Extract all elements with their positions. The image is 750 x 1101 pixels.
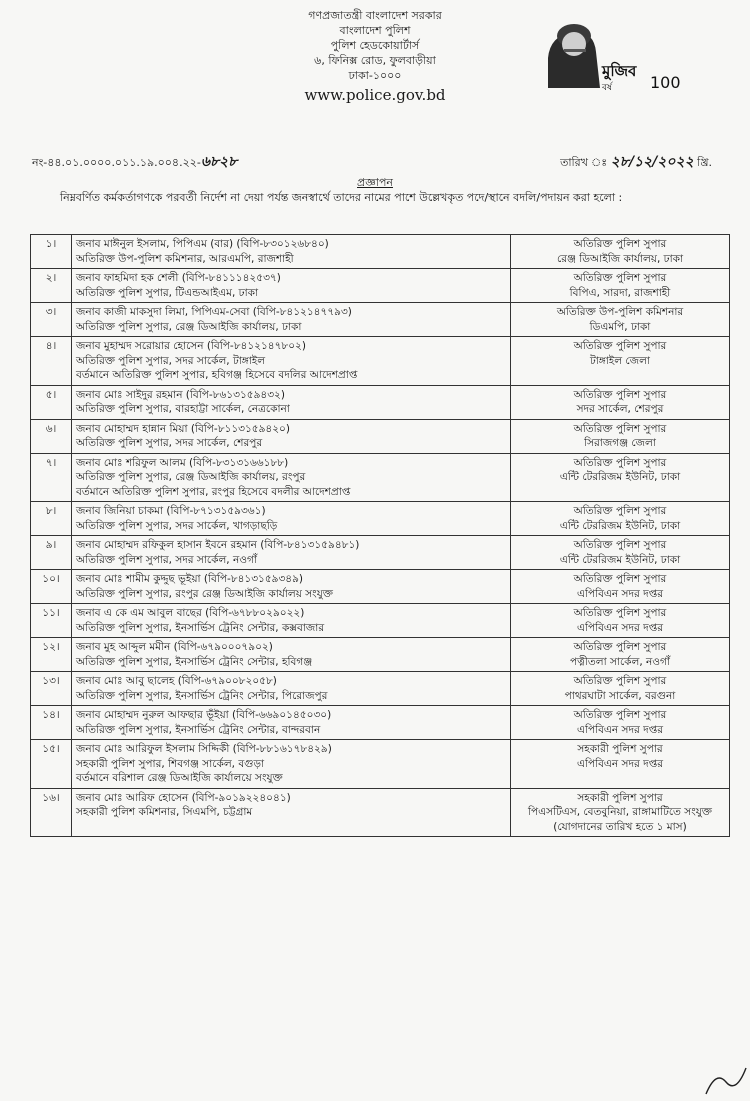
new-posting bbox=[511, 638, 730, 672]
officer-current-post: সহকারী পুলিশ কমিশনার, সিএমপি, চট্টগ্রাম bbox=[76, 806, 253, 818]
officer-details bbox=[72, 672, 511, 706]
signature-scribble bbox=[702, 1060, 750, 1100]
svg-text:100: 100 bbox=[650, 73, 681, 92]
date-value: ২৮/১২/২০২২ bbox=[610, 154, 694, 170]
serial-number: ১৫। bbox=[31, 740, 72, 789]
officer-name: জনাব মোহাম্মদ রফিকুল হাসান ইবনে রহমান (বিপি-৮৪১৩১৫৯৪৮১) bbox=[76, 539, 360, 551]
new-location: এন্টি টেররিজম ইউনিট, ঢাকা bbox=[559, 553, 681, 566]
officer-details bbox=[72, 453, 511, 502]
new-posting bbox=[511, 536, 730, 570]
officer-details bbox=[72, 419, 511, 453]
officer-details bbox=[72, 604, 511, 638]
date-suffix: খ্রি. bbox=[697, 156, 712, 169]
officer-current-post: অতিরিক্ত পুলিশ সুপার, রংপুর রেঞ্জ ডিআইজি কার্যালয় সংযুক্ত bbox=[76, 587, 333, 600]
officer-current-post: অতিরিক্ত পুলিশ সুপার, ইনসার্ভিস ট্রেনিং সেন্টার, পিরোজপুর bbox=[76, 689, 328, 702]
table-row bbox=[31, 740, 730, 789]
new-designation: অতিরিক্ত পুলিশ সুপার bbox=[573, 456, 667, 469]
officer-details bbox=[72, 638, 511, 672]
officer-details bbox=[72, 536, 511, 570]
new-designation: অতিরিক্ত পুলিশ সুপার bbox=[573, 388, 667, 401]
table-row bbox=[31, 235, 730, 269]
new-designation: অতিরিক্ত পুলিশ সুপার bbox=[573, 505, 667, 517]
officer-current-post: অতিরিক্ত পুলিশ সুপার, সদর সার্কেল, টাঙ্গাইল bbox=[76, 354, 266, 367]
office-name: পুলিশ হেডকোয়ার্টার্স bbox=[330, 39, 420, 52]
intro-paragraph: নিম্নবর্ণিত কর্মকর্তাগণকে পরবর্তী নির্দেশ না দেয়া পর্যন্ত জনস্বার্থে তাদের নামের পাশে উল্লেখকৃত পদে/স্থানে বদলি/পদায়ন করা হলো : bbox=[60, 191, 623, 204]
transfer-table bbox=[30, 234, 730, 837]
new-posting bbox=[511, 604, 730, 638]
svg-text:বর্ষ: বর্ষ bbox=[602, 83, 612, 93]
table-row bbox=[31, 570, 730, 604]
new-location: পিএসটিএস, বেতবুনিয়া, রাঙ্গামাটিতে সংযুক্ত bbox=[528, 806, 712, 818]
serial-number: ৩। bbox=[31, 303, 72, 337]
officer-current-post: অতিরিক্ত পুলিশ সুপার, সদর সার্কেল, খাগড়াছড়ি bbox=[76, 519, 278, 532]
officer-current-post: অতিরিক্ত পুলিশ সুপার, ইনসার্ভিস ট্রেনিং সেন্টার, কক্সবাজার bbox=[76, 621, 325, 634]
new-location: সিরাজগঞ্জ জেলা bbox=[584, 437, 656, 449]
table-row bbox=[31, 788, 730, 837]
table-row bbox=[31, 706, 730, 740]
memo-number-handwritten: ৬৮২৮ bbox=[200, 154, 238, 170]
officer-current-post: বর্তমানে অতিরিক্ত পুলিশ সুপার, হবিগঞ্জ হিসেবে বদলির আদেশপ্রাপ্ত bbox=[76, 369, 358, 381]
officer-details bbox=[72, 706, 511, 740]
new-designation: অতিরিক্ত পুলিশ সুপার bbox=[573, 340, 667, 352]
new-location: বিপিএ, সারদা, রাজশাহী bbox=[569, 286, 671, 299]
new-posting bbox=[511, 235, 730, 269]
officer-current-post: অতিরিক্ত পুলিশ সুপার, বারহাট্টা সার্কেল, নেত্রকোনা bbox=[76, 403, 290, 415]
officer-details bbox=[72, 570, 511, 604]
dept-name: বাংলাদেশ পুলিশ bbox=[339, 24, 411, 37]
table-row bbox=[31, 638, 730, 672]
serial-number: ১৪। bbox=[31, 706, 72, 740]
new-location: ডিএমপি, ঢাকা bbox=[589, 320, 651, 333]
officer-details bbox=[72, 269, 511, 303]
new-designation: অতিরিক্ত পুলিশ সুপার bbox=[573, 238, 667, 250]
new-location: রেঞ্জ ডিআইজি কার্যালয়, ঢাকা bbox=[556, 252, 684, 265]
new-posting bbox=[511, 303, 730, 337]
new-location: এপিবিএন সদর দপ্তর bbox=[576, 621, 664, 634]
officer-name: জনাব মুহ আব্দুল মমীন (বিপি-৬৭৯০০০৭৯০২) bbox=[76, 641, 273, 653]
memo-reference-row bbox=[32, 150, 712, 168]
officer-current-post: অতিরিক্ত পুলিশ সুপার, ইনসার্ভিস ট্রেনিং সেন্টার, বান্দরবান bbox=[76, 723, 321, 736]
office-city: ঢাকা-১০০০ bbox=[348, 69, 402, 82]
new-designation: অতিরিক্ত পুলিশ সুপার bbox=[573, 573, 667, 585]
officer-name: জনাব মাঈনুল ইসলাম, পিপিএম (বার) (বিপি-৮৩০১২৬৮৪০) bbox=[76, 238, 329, 250]
serial-number: ১৩। bbox=[31, 672, 72, 706]
serial-number: ১১। bbox=[31, 604, 72, 638]
officer-current-post: অতিরিক্ত পুলিশ সুপার, টিএন্ডআইএম, ঢাকা bbox=[76, 286, 259, 299]
new-designation: অতিরিক্ত পুলিশ সুপার bbox=[573, 422, 667, 435]
new-location: এপিবিএন সদর দপ্তর bbox=[576, 587, 664, 600]
officer-details bbox=[72, 740, 511, 789]
officer-details bbox=[72, 235, 511, 269]
new-posting bbox=[511, 672, 730, 706]
new-posting bbox=[511, 740, 730, 789]
officer-details bbox=[72, 788, 511, 837]
serial-number: ৯। bbox=[31, 536, 72, 570]
new-posting bbox=[511, 337, 730, 386]
new-location: পত্নীতলা সার্কেল, নওগাঁ bbox=[570, 655, 670, 668]
date-label: তারিখ ঃ bbox=[560, 156, 608, 169]
serial-number: ৬। bbox=[31, 419, 72, 453]
website-link[interactable]: www.police.gov.bd bbox=[304, 86, 446, 104]
new-location: পাথরঘাটা সার্কেল, বরগুনা bbox=[564, 689, 676, 702]
officer-name: জনাব ফাহমিদা হক শেলী (বিপি-৮৪১১১৪২৫৩৭) bbox=[76, 272, 281, 284]
memo-number bbox=[32, 150, 237, 174]
table-row bbox=[31, 604, 730, 638]
officer-name: জনাব মোঃ সাইদুর রহমান (বিপি-৮৬১৩১৫৯৪৩২) bbox=[76, 388, 285, 401]
serial-number: ৪। bbox=[31, 337, 72, 386]
officer-name: জনাব জিনিয়া চাকমা (বিপি-৮৭১৩১৫৯৩৬১) bbox=[76, 505, 266, 517]
new-location: এন্টি টেররিজম ইউনিট, ঢাকা bbox=[559, 519, 681, 532]
officer-current-post: বর্তমানে অতিরিক্ত পুলিশ সুপার, রংপুর হিসেবে বদলীর আদেশপ্রাপ্ত bbox=[76, 485, 351, 498]
govt-name: গণপ্রজাতন্ত্রী বাংলাদেশ সরকার bbox=[308, 9, 442, 22]
officer-name: জনাব মুহাম্মদ সরোয়ার হোসেন (বিপি-৮৪১২১৪৭৮০২) bbox=[76, 340, 306, 352]
office-address: ৬, ফিনিক্স রোড, ফুলবাড়ীয়া bbox=[314, 54, 436, 67]
new-posting bbox=[511, 706, 730, 740]
table-row bbox=[31, 269, 730, 303]
serial-number: ২। bbox=[31, 269, 72, 303]
officer-name: জনাব মোঃ শামীম কুদ্দুছ ভূইয়া (বিপি-৮৪১৩১৫৯৩৪৯) bbox=[76, 573, 304, 585]
table-row bbox=[31, 385, 730, 419]
officer-name: জনাব মোহাম্মদ হান্নান মিয়া (বিপি-৮১১৩১৫৯৪২০) bbox=[76, 422, 290, 435]
officer-current-post: অতিরিক্ত পুলিশ সুপার, সদর সার্কেল, শেরপুর bbox=[76, 437, 263, 449]
notice-title: প্রজ্ঞাপন bbox=[357, 176, 393, 189]
new-location: (যোগদানের তারিখ হতে ১ মাস) bbox=[553, 820, 687, 833]
officer-current-post: অতিরিক্ত পুলিশ সুপার, সদর সার্কেল, নওগাঁ bbox=[76, 553, 257, 566]
table-row bbox=[31, 502, 730, 536]
new-designation: সহকারী পুলিশ সুপার bbox=[577, 791, 663, 804]
officer-current-post: অতিরিক্ত পুলিশ সুপার, রেঞ্জ ডিআইজি কার্যালয়, ঢাকা bbox=[76, 320, 302, 333]
officer-name: জনাব কাজী মাকসুদা লিমা, পিপিএম-সেবা (বিপি-৮৪১২১৪৭৭৯৩) bbox=[76, 306, 352, 318]
serial-number: ১। bbox=[31, 235, 72, 269]
table-row bbox=[31, 303, 730, 337]
new-posting bbox=[511, 570, 730, 604]
officer-name: জনাব মোঃ আরিফুল ইসলাম সিদ্দিকী (বিপি-৮৮১৬১৭৮৪২৯) bbox=[76, 743, 332, 755]
new-location: এন্টি টেররিজম ইউনিট, ঢাকা bbox=[559, 471, 681, 483]
new-designation: অতিরিক্ত পুলিশ সুপার bbox=[573, 641, 667, 653]
serial-number: ৫। bbox=[31, 385, 72, 419]
officer-name: জনাব মোহাম্মদ নুরুল আফছার ভূঁইয়া (বিপি-৬৬৯০১৪৫০৩০) bbox=[76, 709, 332, 721]
serial-number: ১৬। bbox=[31, 788, 72, 837]
table-row bbox=[31, 419, 730, 453]
officer-details bbox=[72, 303, 511, 337]
officer-current-post: অতিরিক্ত পুলিশ সুপার, রেঞ্জ ডিআইজি কার্যালয়, রংপুর bbox=[76, 471, 306, 483]
new-posting bbox=[511, 502, 730, 536]
serial-number: ৭। bbox=[31, 453, 72, 502]
table-row bbox=[31, 672, 730, 706]
svg-text:মুজিব: মুজিব bbox=[602, 62, 637, 80]
new-location: এপিবিএন সদর দপ্তর bbox=[576, 757, 664, 770]
new-designation: অতিরিক্ত পুলিশ সুপার bbox=[573, 539, 667, 551]
new-designation: অতিরিক্ত পুলিশ সুপার bbox=[573, 272, 667, 284]
table-row bbox=[31, 337, 730, 386]
officer-details bbox=[72, 502, 511, 536]
serial-number: ১০। bbox=[31, 570, 72, 604]
serial-number: ১২। bbox=[31, 638, 72, 672]
officer-name: জনাব মোঃ আবু ছালেহ (বিপি-৬৭৯০০৮২০৫৮) bbox=[76, 675, 277, 687]
table-row bbox=[31, 453, 730, 502]
new-posting bbox=[511, 419, 730, 453]
memo-date bbox=[560, 150, 712, 174]
officer-details bbox=[72, 337, 511, 386]
new-posting bbox=[511, 269, 730, 303]
officer-current-post: অতিরিক্ত পুলিশ সুপার, ইনসার্ভিস ট্রেনিং সেন্টার, হবিগঞ্জ bbox=[76, 655, 313, 668]
officer-name: জনাব মোঃ শরিফুল আলম (বিপি-৮৩১৩১৬৬১৮৮) bbox=[76, 456, 289, 469]
new-designation: অতিরিক্ত পুলিশ সুপার bbox=[573, 709, 667, 721]
officer-current-post: বর্তমানে বরিশাল রেঞ্জ ডিআইজি কার্যালয়ে সংযুক্ত bbox=[76, 772, 283, 784]
memo-number-prefix: নং-৪৪.০১.০০০০.০১১.১৯.০০৪.২২- bbox=[32, 156, 201, 169]
new-posting bbox=[511, 453, 730, 502]
officer-name: জনাব এ কে এম আবুল বাছের (বিপি-৬৭৮৮০২৯০২২) bbox=[76, 607, 305, 619]
new-designation: সহকারী পুলিশ সুপার bbox=[577, 743, 663, 755]
new-designation: অতিরিক্ত উপ-পুলিশ কমিশনার bbox=[556, 306, 684, 318]
table-row bbox=[31, 536, 730, 570]
new-location: টাঙ্গাইল জেলা bbox=[590, 354, 650, 367]
new-location: এপিবিএন সদর দপ্তর bbox=[576, 723, 664, 736]
new-posting bbox=[511, 385, 730, 419]
serial-number: ৮। bbox=[31, 502, 72, 536]
officer-name: জনাব মোঃ আরিফ হোসেন (বিপি-৯০১৯২২৪০৪১) bbox=[76, 791, 291, 804]
officer-current-post: অতিরিক্ত উপ-পুলিশ কমিশনার, আরএমপি, রাজশাহী bbox=[76, 252, 294, 265]
officer-details bbox=[72, 385, 511, 419]
mujib-borsho-logo bbox=[542, 14, 692, 94]
new-designation: অতিরিক্ত পুলিশ সুপার bbox=[573, 675, 667, 687]
new-location: সদর সার্কেল, শেরপুর bbox=[576, 403, 664, 415]
officer-current-post: সহকারী পুলিশ সুপার, শিবগঞ্জ সার্কেল, বগুড়া bbox=[76, 757, 265, 770]
new-designation: অতিরিক্ত পুলিশ সুপার bbox=[573, 607, 667, 619]
new-posting bbox=[511, 788, 730, 837]
